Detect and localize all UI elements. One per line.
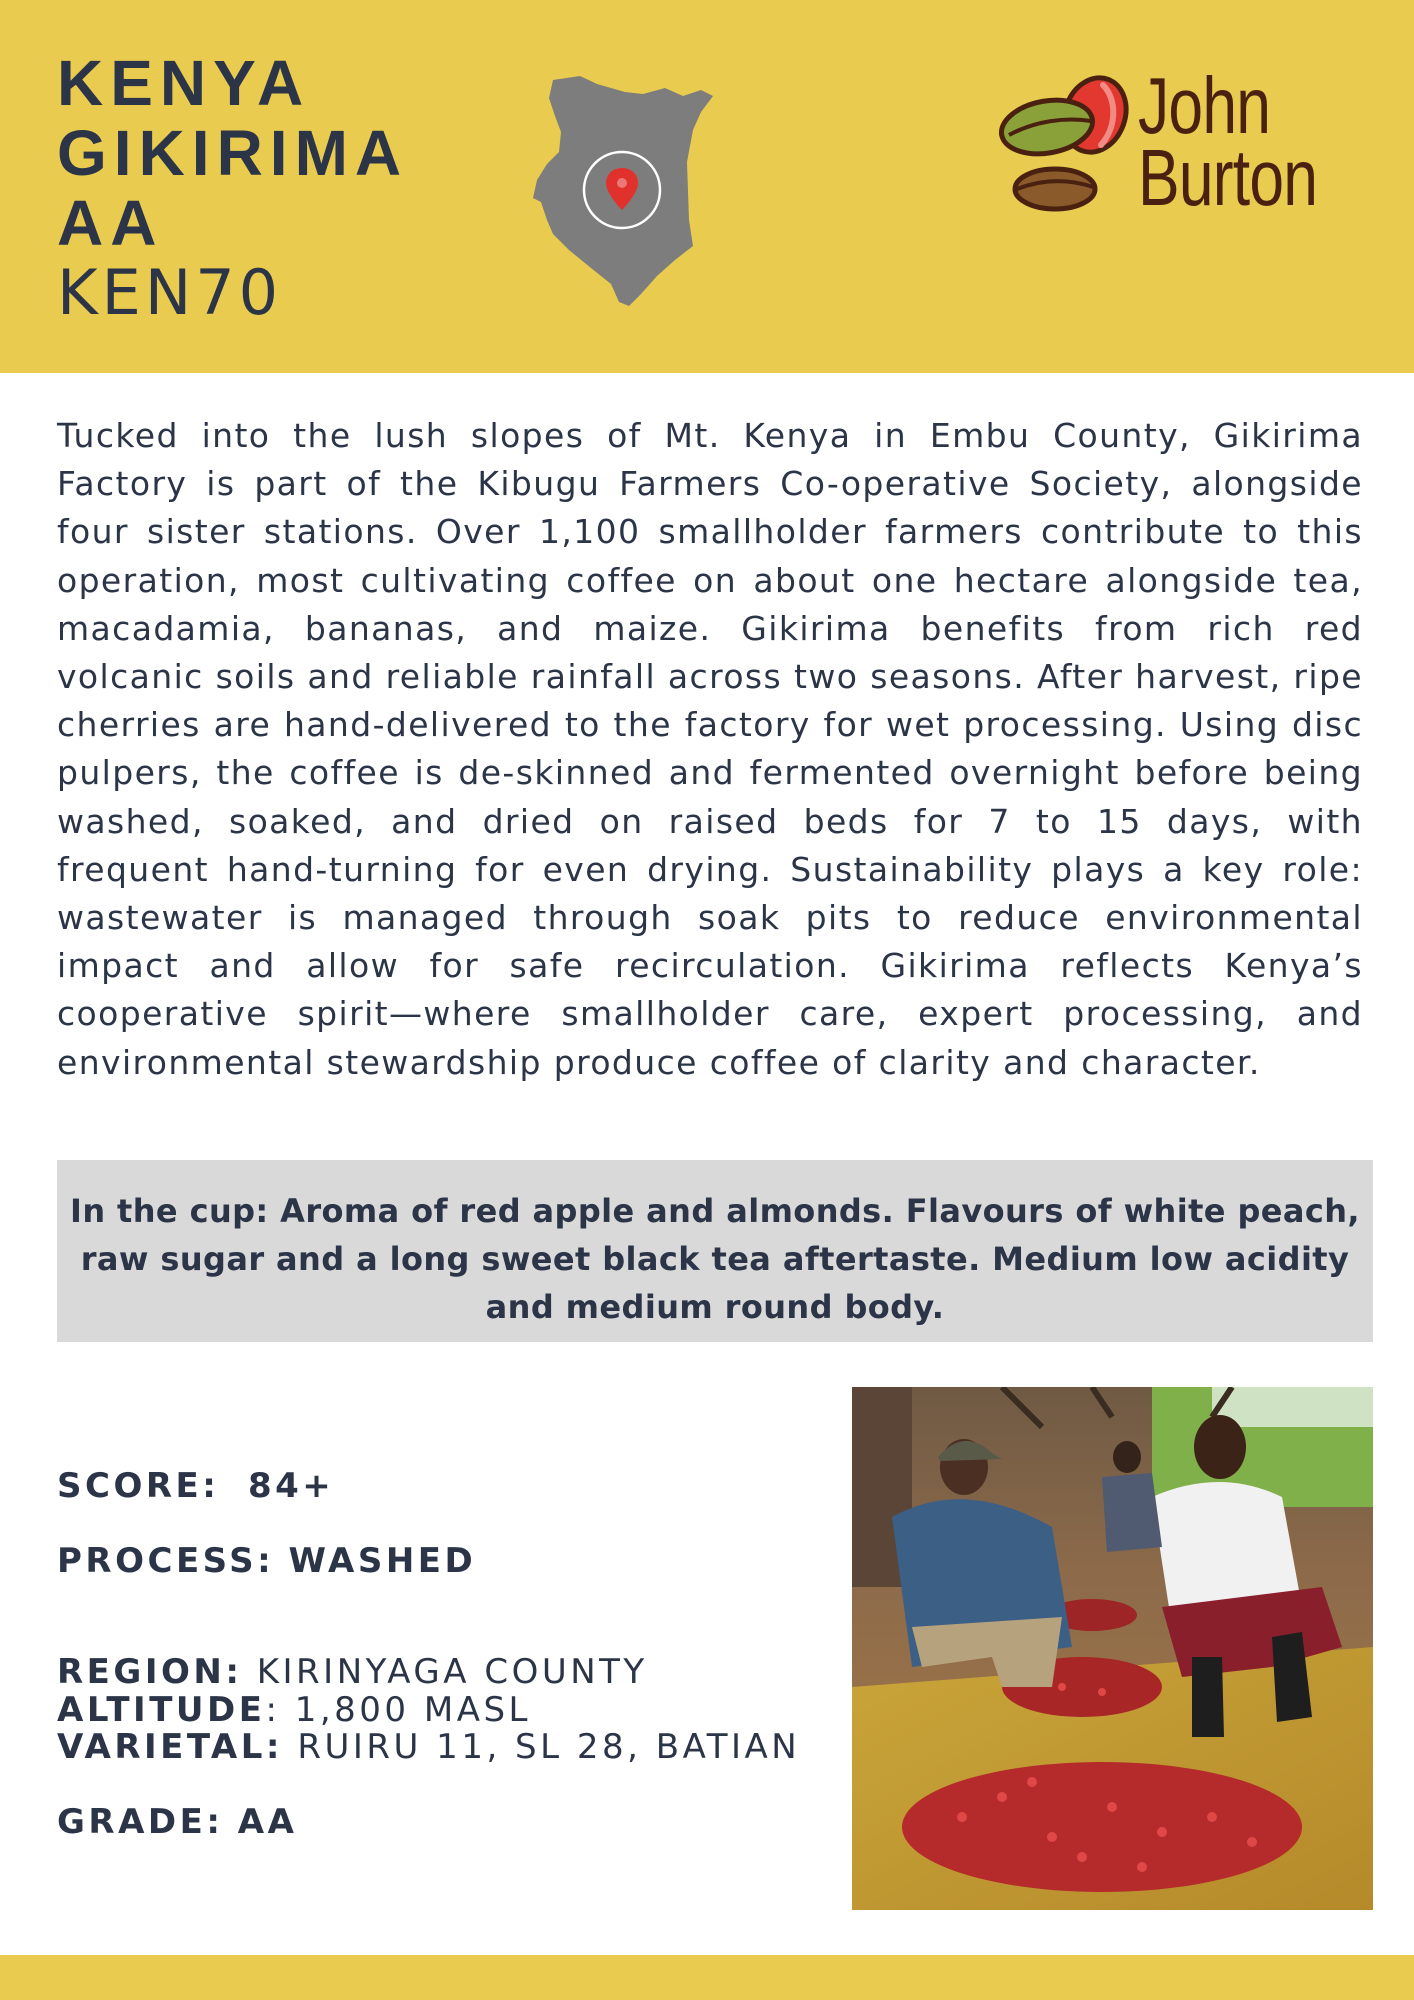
- process-value: WASHED: [288, 1541, 477, 1581]
- spec-grade: [57, 1803, 297, 1841]
- worker-back-body: [1102, 1473, 1162, 1552]
- cherry-pile-large: [902, 1762, 1302, 1892]
- spec-score: [57, 1467, 334, 1505]
- varietal-label: VARIETAL:: [57, 1727, 284, 1767]
- grade-value: AA: [237, 1802, 298, 1842]
- region-value: KIRINYAGA COUNTY: [256, 1652, 648, 1692]
- title-block: [57, 48, 408, 328]
- location-pin-dot: [617, 178, 627, 188]
- photo-sky: [1212, 1387, 1373, 1427]
- score-value: 84+: [247, 1466, 335, 1506]
- altitude-label: ALTITUDE: [57, 1690, 266, 1730]
- cup-notes-box: [57, 1160, 1373, 1342]
- worker-back-head: [1113, 1441, 1141, 1473]
- footer-bar: [0, 1955, 1414, 2000]
- cup-notes-text: In the cup: Aroma of red apple and almonds. Flavours of white peach, raw sugar and a long sweet black tea aftertaste. Medium low acidity and medium round body.: [70, 1192, 1360, 1326]
- farmers-coffee-photo: [852, 1387, 1373, 1910]
- brand-logo-text: [1138, 61, 1318, 222]
- grade-label: GRADE:: [57, 1802, 224, 1842]
- title-line-3: AA: [57, 187, 164, 259]
- spec-altitude: [57, 1691, 531, 1729]
- origin-description: Tucked into the lush slopes of Mt. Kenya in Embu County, Gikirima Factory is part of the Kibugu Farmers Co-operative Society, alongside four sister stations. Over 1,100 smallholder farmers contribute to this operation, most cultivating coffee on about one hectare alongside tea, macadamia, bananas, and maize. Gikirima benefits from rich red volcanic soils and reliable rainfall across two seasons. After harvest, ripe cherries are hand-delivered to the factory for wet processing. Using disc pulpers, the coffee is de-skinned and fermented overnight before being washed, soaked, and dried on raised beds for 7 to 15 days, with frequent hand-turning for even drying. Sustainability plays a key role: wastewater is managed through soak pits to reduce environmental impact and allow for safe recirculation. Gikirima reflects Kenya’s cooperative spirit—where smallholder care, expert processing, and environmental stewardship produce coffee of clarity and character.: [57, 416, 1363, 1082]
- brown-bean: [1015, 169, 1095, 209]
- region-label: REGION:: [57, 1652, 243, 1692]
- title-line-1: KENYA: [57, 47, 311, 119]
- brand-name-line-1: John: [1138, 61, 1271, 150]
- brand-name-line-2: Burton: [1138, 133, 1318, 222]
- process-label: PROCESS:: [57, 1541, 275, 1581]
- varietal-value: RUIRU 11, SL 28, BATIAN: [297, 1727, 801, 1767]
- score-label: SCORE:: [57, 1466, 220, 1506]
- header-banner: [0, 0, 1414, 373]
- spec-varietal: [57, 1728, 800, 1766]
- product-code: KEN70: [57, 256, 283, 329]
- spec-process: [57, 1542, 476, 1580]
- title-line-2: GIKIRIMA: [57, 117, 409, 189]
- farmer-right-head: [1194, 1415, 1246, 1479]
- kenya-map-icon: [525, 70, 715, 310]
- altitude-value: : 1,800 MASL: [265, 1690, 531, 1730]
- spec-region: [57, 1653, 648, 1691]
